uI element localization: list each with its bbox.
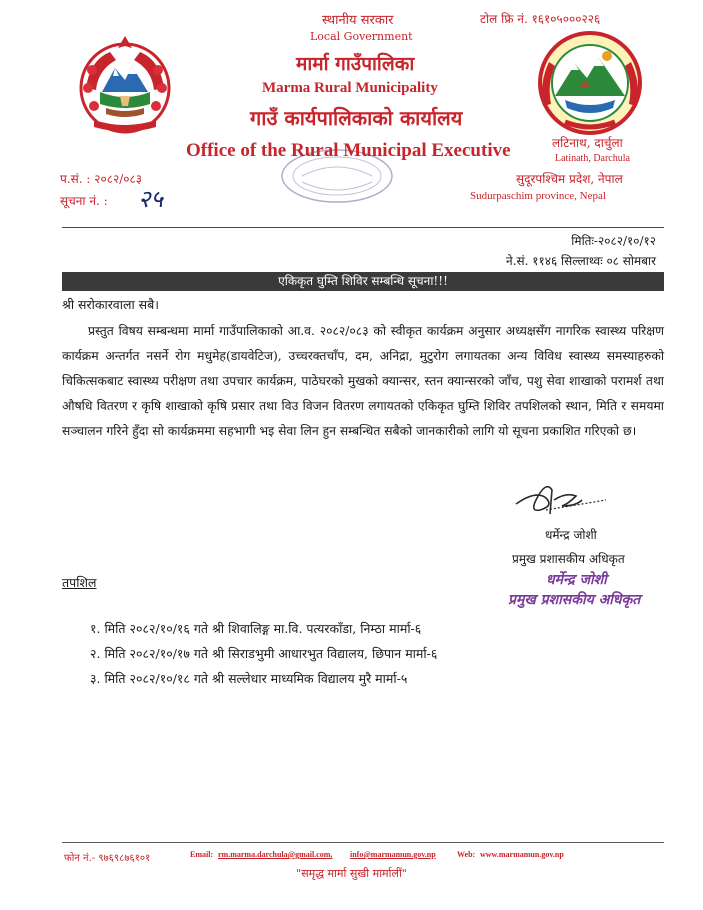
notice-title: एकिकृत घुम्ति शिविर सम्बन्धि सूचना!!!: [62, 272, 664, 291]
signatory-title: प्रमुख प्रशासकीय अधिकृत: [512, 552, 625, 566]
header-local-government-np: स्थानीय सरकार: [322, 13, 394, 28]
footer-email-label: Email:: [190, 850, 214, 859]
marma-municipality-logo-icon: [535, 28, 645, 138]
header-tollfree-number: टोल फ्रि नं. १६१०५०००२२६: [480, 12, 601, 26]
nepal-sambat-date: ने.सं. ११४६ सिल्लाथ्वः ०८ सोमबार: [506, 254, 656, 268]
reference-notice-number: २५: [138, 185, 163, 213]
reference-fiscal-year: प.सं. : २०८२/०८३: [60, 172, 142, 186]
schedule-item: ३. मिति २०८२/१०/१८ गते श्री सल्लेधार माध्यमिक विद्यालय मुरै मार्मा-५: [90, 671, 408, 686]
header-municipality-en: Marma Rural Municipality: [262, 80, 438, 96]
schedule-heading: तपशिल: [62, 575, 97, 590]
footer-phone: फोन नं.- ९७६९८७६१०१: [64, 853, 151, 864]
header-local-government-en: Local Government: [310, 30, 413, 43]
footer-website-link[interactable]: www.marmamun.gov.np: [480, 850, 564, 859]
header-municipality-np: मार्मा गाउँपालिका: [296, 53, 415, 75]
stamp-title: प्रमुख प्रशासकीय अधिकृत: [508, 592, 641, 608]
footer-web-label: Web:: [457, 850, 476, 859]
header-office-np: गाउँ कार्यपालिकाको कार्यालय: [250, 106, 463, 130]
reference-notice-label: सूचना नं. :: [60, 194, 108, 208]
header-divider: [62, 227, 664, 228]
schedule-item: १. मिति २०८२/१०/१६ गते श्री शिवालिङ्ग मा.वि. पत्यरकाँडा, निम्ठा मार्मा-६: [90, 621, 422, 636]
notice-date: मितिः-२०८२/१०/१२: [571, 234, 656, 248]
signature-icon: [506, 470, 616, 520]
notice-salutation: श्री सरोकारवाला सबै।: [62, 297, 160, 312]
footer-divider: [62, 842, 664, 843]
header-office-en: Office of the Rural Municipal Executive: [186, 140, 511, 161]
footer-email-link[interactable]: rm.marma.darchula@gmail.com,: [218, 850, 333, 859]
stamp-name: धर्मेन्द्र जोशी: [546, 572, 607, 588]
footer-email-link[interactable]: info@marmamun.gov.np: [350, 850, 436, 859]
address-line-4: Sudurpaschim province, Nepal: [470, 190, 606, 202]
address-line-1: लटिनाथ, दार्चुला: [552, 136, 623, 150]
notice-body: प्रस्तुत विषय सम्बन्धमा मार्मा गाउँपालिकाको आ.व. २०८२/०८३ को स्वीकृत कार्यक्रम अनुसार अध्यक्षसँग नागरिक स्वास्थ्य परिक्षण कार्यक्रम अन्तर्गत नसर्ने रोग मधुमेह(डायवेटिज), उच्चरक्तचाँप, दम, अनिद्रा, मुटुरोग लगायतका अन्य विविध स्वास्थ्य समस्याहरुको चिकित्सकबाट स्वास्थ्य परीक्षण तथा उपचार कार्यक्रम, पाठेघरको मुखको क्यान्सर, स्तन क्यान्सरको जाँच, पशु सेवा शाखाको परामर्श तथा औषधि वितरण र कृषि शाखाको कृषि प्रसार तथा विउ विजन वितरण लगायतको एकिकृत घुम्ति शिविर तपशिलको स्थान, मिति र समयमा सञ्चालन गरिने हुँदा सो कार्यक्रममा सहभागी भइ सेवा लिन हुन सम्बन्धित सबैको जानकारीको लागि यो सूचना प्रकाशित गरिएको छ।: [62, 324, 664, 438]
address-line-3: सुदूरपश्चिम प्रदेश, नेपाल: [516, 172, 623, 186]
schedule-item: २. मिति २०८२/१०/१७ गते श्री सिराडभुमी आधारभुत विद्यालय, छिपान मार्मा-६: [90, 646, 438, 661]
footer-slogan: "समृद्ध मार्मा सुखी मार्मालीं": [296, 867, 407, 880]
nepal-government-emblem-icon: [70, 30, 180, 140]
signatory-name: धर्मेन्द्र जोशी: [545, 528, 597, 542]
address-line-2: Latinath, Darchula: [555, 153, 630, 164]
